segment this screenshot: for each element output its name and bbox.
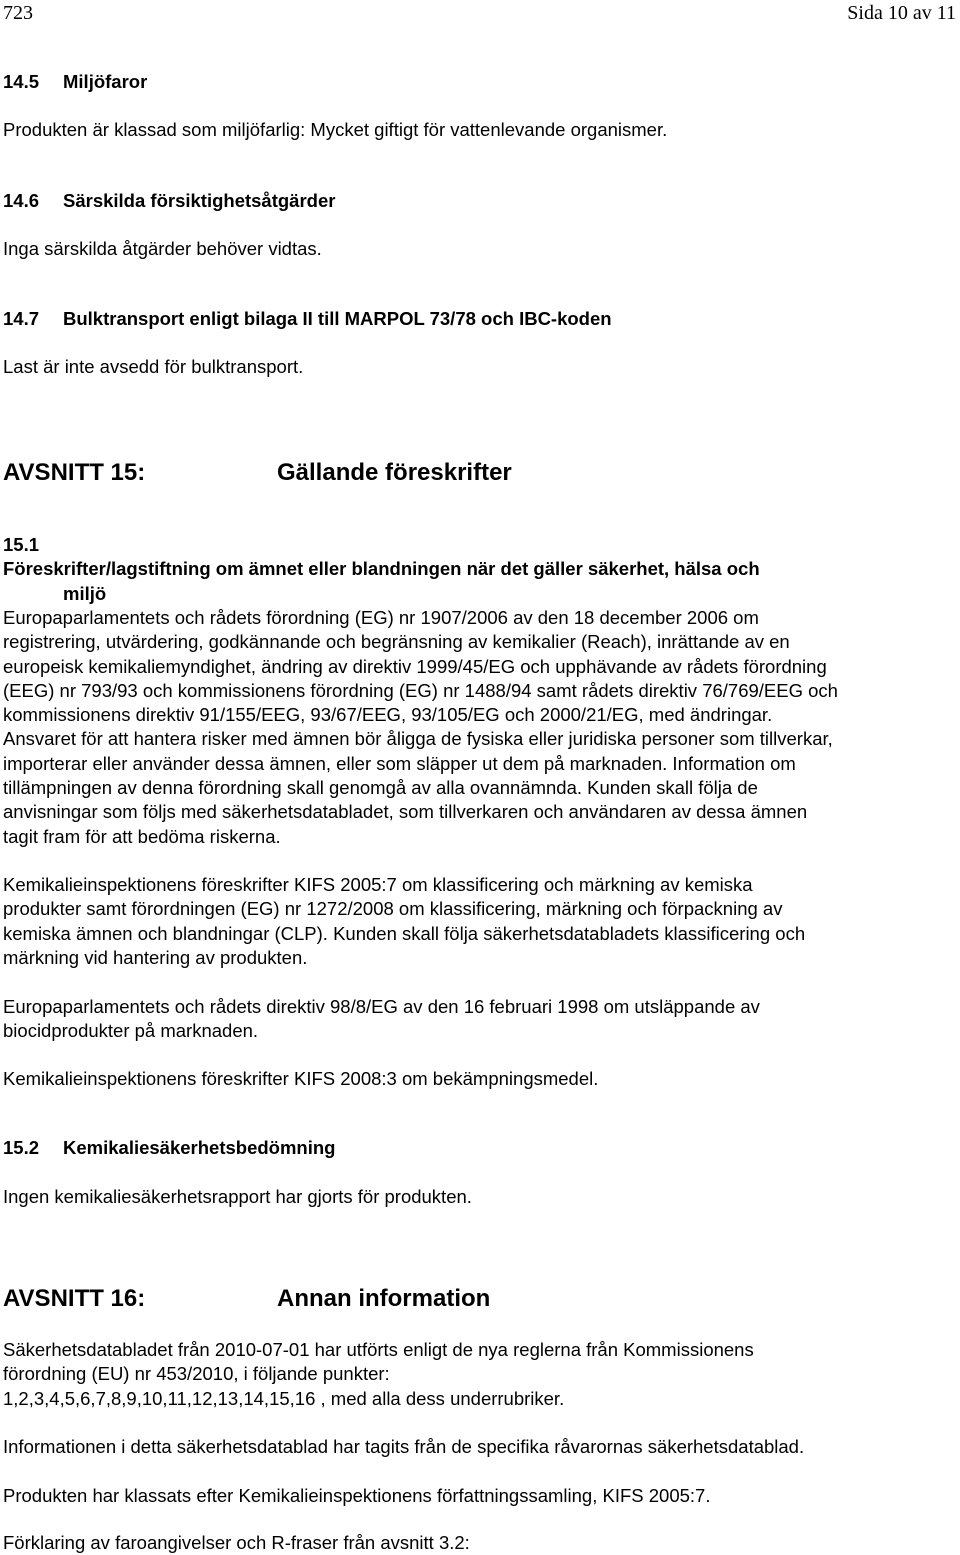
avsnitt-15-heading <box>3 459 512 487</box>
paragraph-line: (EEG) nr 793/93 och kommissionens förordning (EG) nr 1488/94 samt rådets direktiv 76/769/EEG och <box>3 679 838 701</box>
paragraph-line: tagit fram för att bedöma riskerna. <box>3 825 281 847</box>
section-title: Bulktransport enligt bilaga II till MARPOL 73/78 och IBC-koden <box>63 308 612 329</box>
paragraph-line: märkning vid hantering av produkten. <box>3 946 308 968</box>
avsnitt-label: AVSNITT 15: <box>3 459 146 486</box>
section-14-5-text: Produkten är klassad som miljöfarlig: Mycket giftigt för vattenlevande organismer. <box>3 119 668 140</box>
paragraph-line: 1,2,3,4,5,6,7,8,9,10,11,12,13,14,15,16 , med alla dess underrubriker. <box>3 1387 565 1409</box>
section-number: 14.6 <box>3 190 40 211</box>
section-14-5-heading <box>3 71 147 93</box>
section-15-2-heading <box>3 1137 335 1159</box>
paragraph-line: Ansvaret för att hantera risker med ämnen bör åligga de fysiska eller juridiska personer som tillverkar, <box>3 728 833 750</box>
avsnitt-label: AVSNITT 16: <box>3 1285 146 1312</box>
section-14-7-text: Last är inte avsedd för bulktransport. <box>3 356 304 377</box>
paragraph-line: Kemikalieinspektionens föreskrifter KIFS 2005:7 om klassificering och märkning av kemiska <box>3 874 753 895</box>
section-14-6-heading <box>3 190 335 212</box>
section-title: Miljöfaror <box>63 71 148 92</box>
paragraph-line: biocidprodukter på marknaden. <box>3 1020 259 1042</box>
paragraph-line: Europaparlamentets och rådets direktiv 98/8/EG av den 16 februari 1998 om utsläppande av <box>3 996 760 1017</box>
paragraph-line: produkter samt förordningen (EG) nr 1272/2008 om klassificering, märkning och förpackning av <box>3 898 783 920</box>
paragraph-line: anvisningar som följs med säkerhetsdatabladet, som tillverkaren och användaren av dessa ämnen <box>3 801 808 823</box>
section-14-7-heading <box>3 308 612 330</box>
section-number: 15.2 <box>3 1137 40 1158</box>
paragraph-line: kemiska ämnen och blandningar (CLP). Kunden skall följa säkerhetsdatabladets klassificering och <box>3 922 806 944</box>
paragraph-line: europeisk kemikaliemyndighet, ändring av direktiv 1999/45/EG och upphävande av rådets förordning <box>3 655 827 677</box>
section-15-1-paragraph-4: Kemikalieinspektionens föreskrifter KIFS 2008:3 om bekämpningsmedel. <box>3 1068 599 1089</box>
section-15-1-heading <box>3 533 760 606</box>
paragraph-line: Säkerhetsdatabladet från 2010-07-01 har utförts enligt de nya reglerna från Kommissionens <box>3 1339 754 1360</box>
avsnitt-title: Gällande föreskrifter <box>277 459 512 486</box>
page-indicator: Sida 10 av 11 <box>847 2 956 24</box>
paragraph-line: registrering, utvärdering, godkännande och begränsning av kemikalier (Reach), inrättande av en <box>3 631 790 653</box>
avsnitt-16-heading <box>3 1285 490 1313</box>
avsnitt-16-paragraph-1 <box>3 1338 754 1411</box>
paragraph-line: importerar eller använder dessa ämnen, eller som släpper ut dem på marknaden. Information om <box>3 752 796 774</box>
section-title: Kemikaliesäkerhetsbedömning <box>63 1137 336 1158</box>
page-number: 723 <box>3 2 33 24</box>
avsnitt-16-paragraph-2: Informationen i detta säkerhetsdatablad har tagits från de specifika råvarornas säkerhetsdatablad. <box>3 1436 805 1457</box>
section-title: Särskilda försiktighetsåtgärder <box>63 190 336 211</box>
section-number: 14.7 <box>3 308 40 329</box>
paragraph-line: kommissionens direktiv 91/155/EEG, 93/67/EEG, 93/105/EG och 2000/21/EG, med ändringar. <box>3 704 773 726</box>
avsnitt-16-paragraph-3: Produkten har klassats efter Kemikalieinspektionens författningssamling, KIFS 2005:7. <box>3 1485 711 1506</box>
section-15-1-paragraph-3 <box>3 995 760 1044</box>
section-number: 14.5 <box>3 71 40 92</box>
section-title-continued: miljö <box>63 582 107 604</box>
paragraph-line: tillämpningen av denna förordning skall genomgå av alla ovannämnda. Kunden skall följa de <box>3 777 758 799</box>
section-15-1-paragraph-2 <box>3 873 805 970</box>
avsnitt-16-paragraph-4: Förklaring av faroangivelser och R-fraser från avsnitt 3.2: <box>3 1532 470 1553</box>
section-15-1-paragraph-1 <box>3 606 838 849</box>
section-number: 15.1 <box>3 534 40 555</box>
avsnitt-title: Annan information <box>277 1285 491 1312</box>
section-15-2-text: Ingen kemikaliesäkerhetsrapport har gjorts för produkten. <box>3 1186 472 1207</box>
section-14-6-text: Inga särskilda åtgärder behöver vidtas. <box>3 238 322 259</box>
paragraph-line: förordning (EU) nr 453/2010, i följande punkter: <box>3 1363 390 1385</box>
paragraph-line: Europaparlamentets och rådets förordning (EG) nr 1907/2006 av den 18 december 2006 om <box>3 607 759 628</box>
section-title: Föreskrifter/lagstiftning om ämnet eller blandningen när det gäller säkerhet, hälsa och <box>3 558 760 580</box>
